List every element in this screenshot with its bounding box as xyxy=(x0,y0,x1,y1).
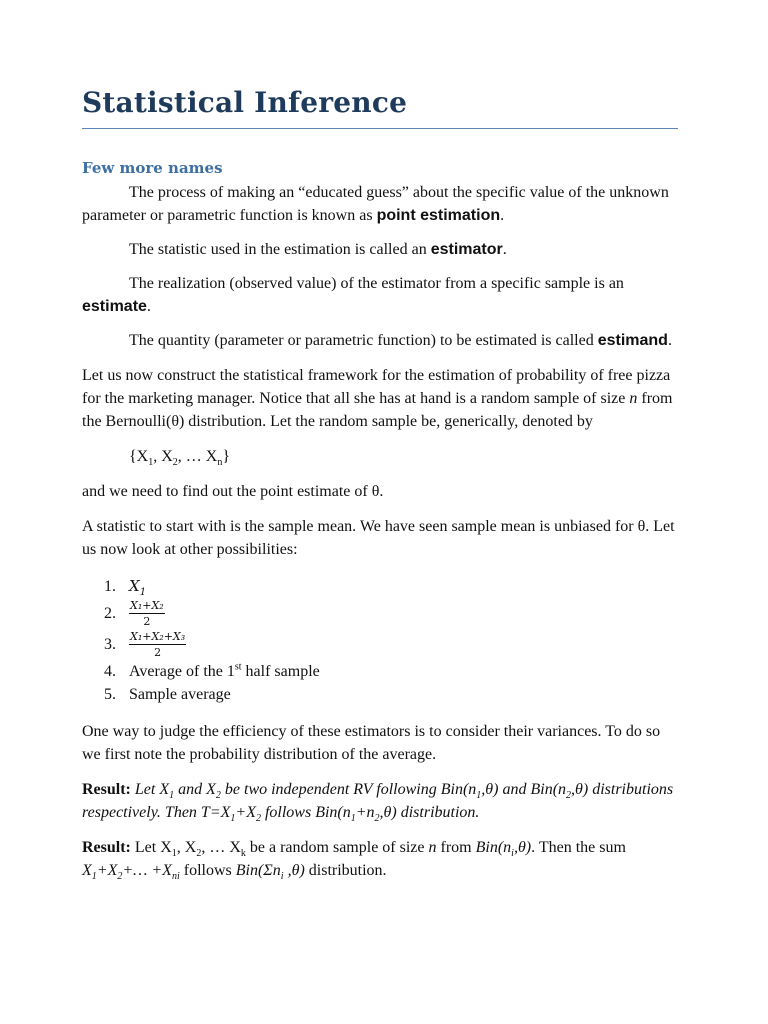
result-text: Let X xyxy=(130,839,172,856)
list-item xyxy=(104,598,678,629)
paragraph-text: The quantity (parameter or parametric function) to be estimated is called xyxy=(129,332,598,349)
math-variable: n xyxy=(428,839,437,856)
fraction-denominator: 2 xyxy=(154,645,162,659)
set-text: } xyxy=(222,448,231,465)
fraction-denominator: 2 xyxy=(143,614,151,628)
estimator-fraction xyxy=(129,631,186,659)
list-number: 4. xyxy=(104,663,116,680)
result-text: , X xyxy=(176,839,197,856)
item-text: Average of the 1 xyxy=(129,663,235,680)
set-text: , X xyxy=(153,448,173,465)
estimator-formula xyxy=(129,575,146,598)
math-expression: $Bin(\Sigma n_i$ ,θ) xyxy=(235,862,305,883)
paragraph-estimand xyxy=(82,329,678,352)
section-heading: Few more names xyxy=(82,159,223,177)
subscript: 1 xyxy=(171,848,177,860)
math-expression: $X_1+X_2+\dots +X_{ni}$ xyxy=(82,862,180,883)
result-random-sample-sum xyxy=(82,836,678,882)
paragraph-sample-mean: A statistic to start with is the sample mean. We have seen sample mean is unbiased for θ. Let us now look at other possibilities: xyxy=(82,518,675,558)
estimator-fraction xyxy=(129,600,165,628)
item-text: half sample xyxy=(241,663,320,680)
result-label: Result: xyxy=(82,839,131,856)
estimator-description xyxy=(129,660,320,683)
subscript: n xyxy=(217,457,223,469)
paragraph-framework xyxy=(82,364,678,433)
paragraph-estimator xyxy=(82,238,678,261)
paragraph-end: . xyxy=(146,298,151,315)
list-number: 2. xyxy=(104,605,116,622)
paragraph-text: The realization (observed value) of the estimator from a specific sample is an xyxy=(129,275,624,292)
result-label: Result: xyxy=(82,781,131,798)
subscript: k xyxy=(240,848,246,860)
result-statement: Let $X_1$ and $X_2$ be two independent RV following $Bin(n_1,\theta)$ and $Bin(n_2,\theta)$ distributions respectively. Then $T=X_1+X_2$ follows $Bin(n_1+n_2,\theta)$ distribution. xyxy=(82,781,674,825)
paragraph-point-estimation xyxy=(82,181,678,227)
list-number: 3. xyxy=(104,636,116,653)
paragraph-efficiency: One way to judge the efficiency of these estimators is to consider their variances. To do so we first note the probability distribution of the average. xyxy=(82,723,661,763)
result-binomial-sum xyxy=(82,778,678,824)
result-text: follows xyxy=(179,862,236,879)
superscript: st xyxy=(234,661,242,673)
sample-set xyxy=(82,445,678,468)
result-text: distribution. xyxy=(304,862,387,879)
list-number: 5. xyxy=(104,686,116,703)
math-variable: n xyxy=(629,390,638,407)
paragraph-text: Let us now construct the statistical framework for the estimation of probability of free pizza for the marketing manager. Notice that all she has at hand is a random sample of size xyxy=(82,367,671,407)
result-text: from xyxy=(436,839,476,856)
set-text: {X xyxy=(129,448,149,465)
fraction-numerator: X₁+X₂+X₃ xyxy=(130,629,186,643)
subscript: 2 xyxy=(196,848,202,860)
math-expression: $Bin(n_i,\theta)$ xyxy=(475,839,532,860)
estimator-list xyxy=(82,575,678,706)
list-item xyxy=(104,575,678,598)
list-item xyxy=(104,660,678,683)
paragraph-text: The statistic used in the estimation is called an xyxy=(129,241,431,258)
key-term: estimate xyxy=(82,298,147,315)
paragraph-end: . xyxy=(502,241,507,258)
subscript: 1 xyxy=(139,587,147,598)
result-text: , … X xyxy=(201,839,241,856)
result-text: . Then the sum xyxy=(531,839,626,856)
title-divider xyxy=(82,128,678,129)
subscript: 2 xyxy=(172,457,178,469)
key-term: estimand xyxy=(597,332,668,349)
result-text: be a random sample of size xyxy=(245,839,429,856)
list-item xyxy=(104,683,678,706)
key-term: point estimation xyxy=(376,207,501,224)
paragraph-text: The process of making an “educated guess” about the specific value of the unknown parameter or parametric function is known as xyxy=(82,184,669,224)
math-variable: X xyxy=(129,577,140,595)
set-text: , … X xyxy=(177,448,218,465)
paragraph-estimate xyxy=(82,272,678,318)
paragraph-end: . xyxy=(667,332,672,349)
list-item xyxy=(104,629,678,660)
fraction-numerator: X₁+X₂ xyxy=(130,598,164,612)
document-body xyxy=(82,181,678,882)
paragraph-text: from the Bernoulli(θ) distribution. Let the random sample be, generically, denoted by xyxy=(82,390,673,430)
paragraph-point-estimate: and we need to find out the point estimate of θ. xyxy=(82,483,384,500)
key-term: estimator xyxy=(430,241,503,258)
paragraph-end: . xyxy=(500,207,505,224)
list-number: 1. xyxy=(104,578,116,595)
estimator-description: Sample average xyxy=(129,686,231,703)
page-title: Statistical Inference xyxy=(82,86,408,119)
subscript: 1 xyxy=(148,457,154,469)
